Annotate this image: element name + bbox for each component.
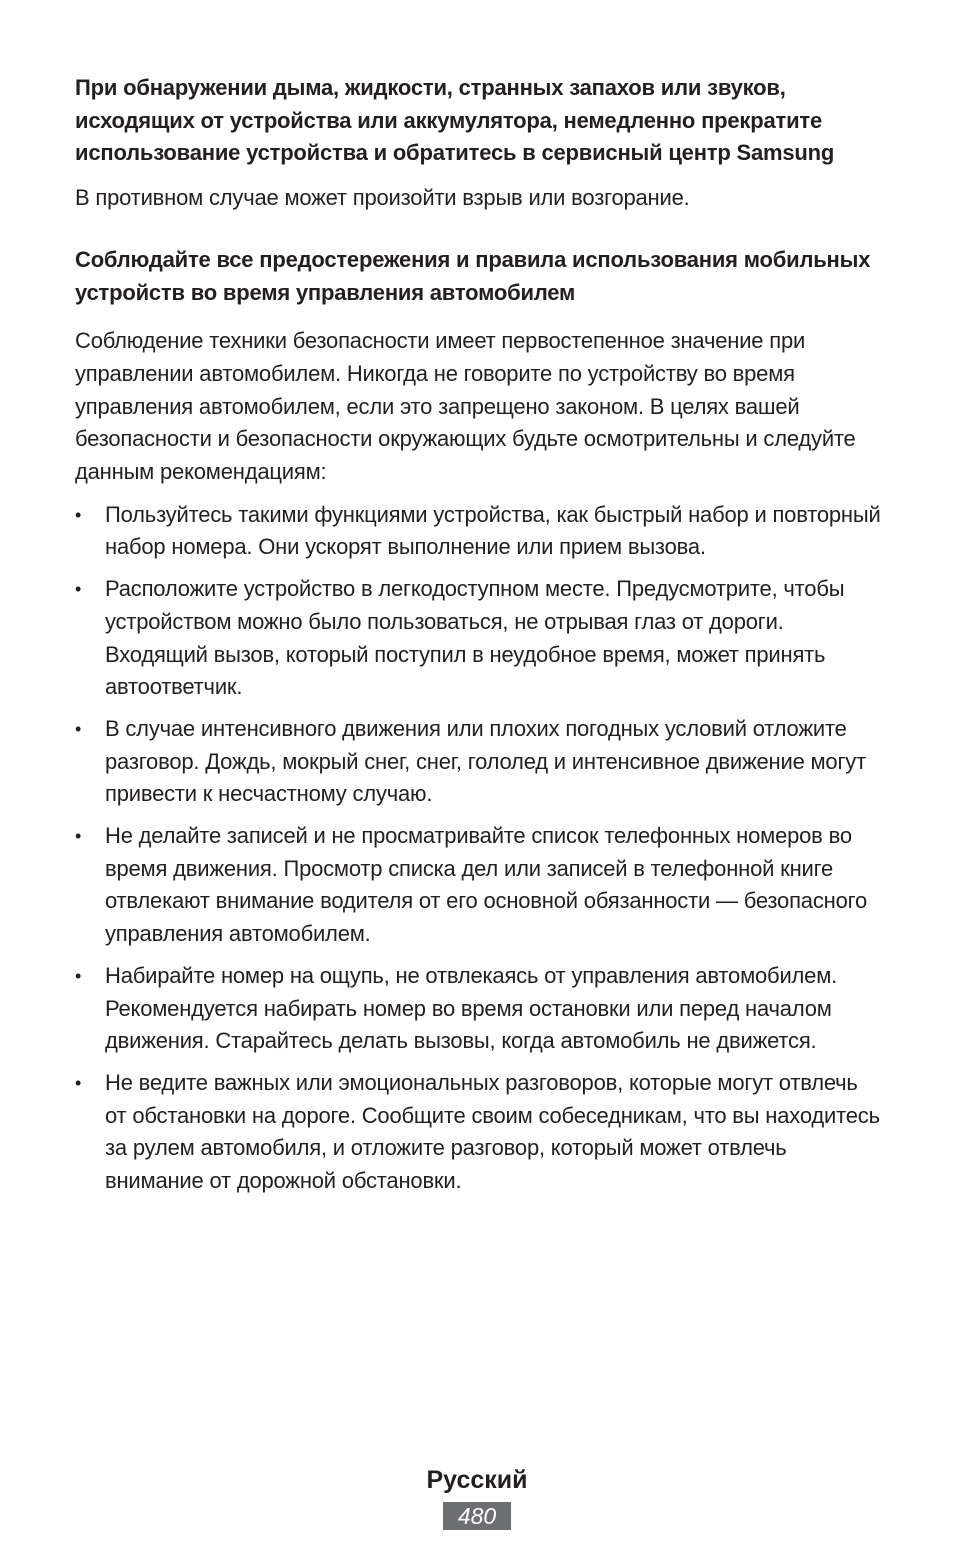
bullet-icon: • — [75, 579, 82, 600]
list-item — [75, 713, 883, 811]
bullet-icon: • — [75, 718, 82, 739]
section-heading-driving-safety: Соблюдайте все предостережения и правила использования мобильных устройств во время управления автомобилем — [75, 247, 871, 305]
section-text-driving-intro: Соблюдение техники безопасности имеет первостепенное значение при управлении автомобилем. Никогда не говорите по устройству во время управления автомобилем, если это запрещено законом. В целях вашей безопасности и безопасности окружающих будьте осмотрительны и следуйте данным рекомендациям: — [75, 328, 856, 485]
list-item-text: В случае интенсивного движения или плохих погодных условий отложите разговор. Дождь, мокрый снег, снег, гололед и интенсивное движение могут привести к несчастному случаю. — [105, 715, 866, 807]
page-content — [75, 72, 883, 1207]
bullet-icon: • — [75, 1072, 82, 1093]
bullet-icon: • — [75, 965, 82, 986]
list-item-text: Не делайте записей и не просматривайте список телефонных номеров во время движения. Просмотр списка дел или записей в телефонной книге отвлекают внимание водителя от его основной обязанности — безопасного управления автомобилем. — [105, 823, 867, 947]
section-heading-smoke-warning: При обнаружении дыма, жидкости, странных запахов или звуков, исходящих от устройства или аккумулятора, немедленно прекратите использование устройства и обратитесь в сервисный центр Samsung — [75, 75, 835, 165]
bullet-icon: • — [75, 826, 82, 847]
driving-recommendations-list — [75, 499, 883, 1198]
section-text-explosion-risk: В противном случае может произойти взрыв или возгорание. — [75, 184, 690, 210]
list-item — [75, 499, 883, 564]
list-item — [75, 1067, 883, 1198]
list-item-text: Не ведите важных или эмоциональных разговоров, которые могут отвлечь от обстановки на дороге. Сообщите своим собеседникам, что вы находитесь за рулем автомобиля, и отложите разговор, который может отвлечь внимание от дорожной обстановки. — [105, 1069, 880, 1194]
list-item — [75, 960, 883, 1058]
list-item-text: Расположите устройство в легкодоступном месте. Предусмотрите, чтобы устройством можно было пользоваться, не отрывая глаз от дороги. Входящий вызов, который поступил в неудобное время, может принять автоответчик. — [105, 576, 845, 700]
bullet-icon: • — [75, 504, 82, 525]
list-item — [75, 573, 883, 704]
footer-language-label: Русский — [426, 1466, 528, 1494]
page-number-badge: 480 — [443, 1502, 511, 1530]
page-footer — [0, 1462, 954, 1530]
list-item-text: Пользуйтесь такими функциями устройства, как быстрый набор и повторный набор номера. Они ускорят выполнение или прием вызова. — [105, 501, 881, 560]
list-item-text: Набирайте номер на ощупь, не отвлекаясь от управления автомобилем. Рекомендуется набирать номер во время остановки или перед началом движения. Старайтесь делать вызовы, когда автомобиль не движется. — [105, 962, 838, 1054]
list-item — [75, 820, 883, 951]
